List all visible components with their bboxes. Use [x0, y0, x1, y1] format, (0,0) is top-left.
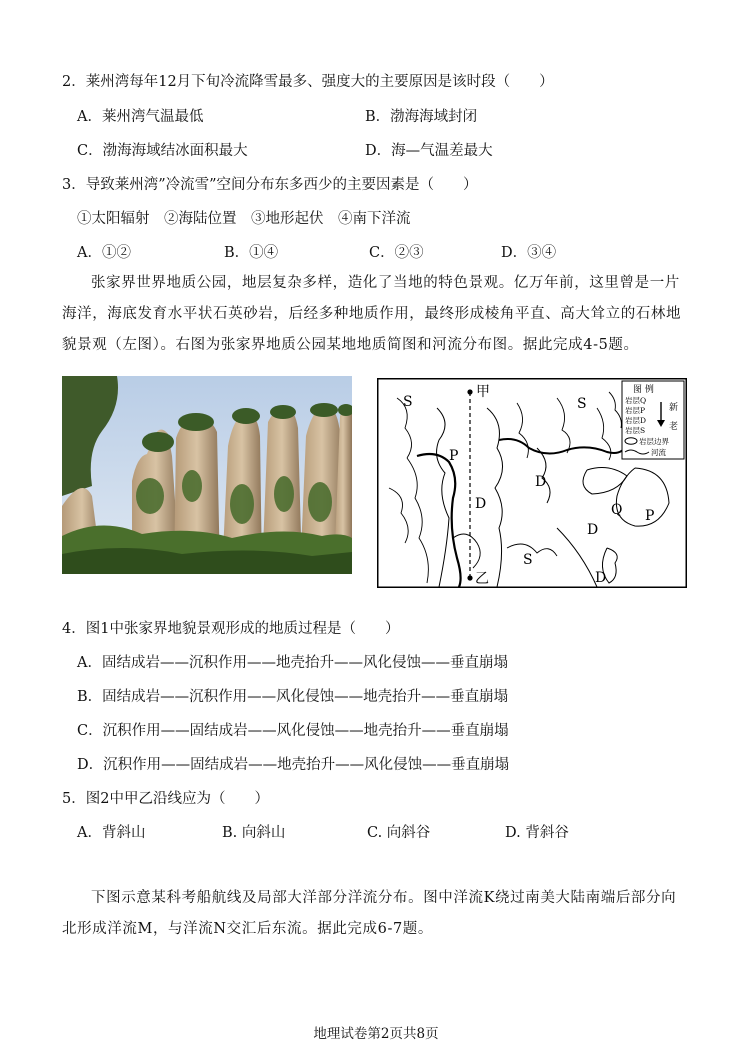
- legend-title: 图 例: [633, 385, 654, 395]
- point-yi-label: 乙: [475, 571, 489, 587]
- q3-options: [77, 241, 556, 262]
- q4-option-d: D．沉积作用——固结成岩——地壳抬升——风化侵蚀——垂直崩塌: [77, 757, 510, 773]
- q3-factors: ①太阳辐射 ②海陆位置 ③地形起伏 ④南下洋流: [77, 211, 411, 227]
- q2-option-b: B．渤海海域封闭: [365, 109, 478, 125]
- zhangjiajie-landscape-photo: [62, 376, 352, 574]
- q4-option-c: C．沉积作用——固结成岩——风化侵蚀——地壳抬升——垂直崩塌: [77, 723, 509, 739]
- legend-layer-q: 岩层Q: [625, 396, 647, 405]
- q3-stem: 3．导致莱州湾”冷流雪”空间分布东多西少的主要因素是（ ）: [62, 177, 478, 193]
- q2-stem: 2．莱州湾每年12月下旬冷流降雪最多、强度大的主要原因是该时段（ ）: [62, 74, 554, 90]
- point-yi-dot: [467, 575, 472, 580]
- q3-option-b: B．①④: [224, 245, 279, 261]
- layer-label: D: [595, 570, 607, 586]
- layer-label: D: [535, 474, 547, 490]
- q5-stem: 5．图2中甲乙沿线应为（ ）: [62, 791, 269, 807]
- map-legend: [622, 381, 684, 459]
- q4-option-b: B．固结成岩——沉积作用——风化侵蚀——地壳抬升——垂直崩塌: [77, 689, 509, 705]
- layer-label: S: [403, 394, 413, 410]
- q5-option-b: B. 向斜山: [222, 825, 286, 841]
- passage2-line: 下图示意某科考船航线及局部大洋部分洋流分布。图中洋流K绕过南美大陆南端后部分向: [91, 890, 677, 906]
- q4-stem: 4．图1中张家界地貌景观形成的地质过程是（ ）: [62, 621, 400, 637]
- passage1-line: 张家界世界地质公园，地层复杂多样，造化了当地的特色景观。亿万年前，这里曾是一片: [91, 275, 680, 291]
- q2-option-a: A．莱州湾气温最低: [77, 109, 204, 125]
- q3-option-d: D．③④: [501, 245, 557, 261]
- layer-label: D: [475, 496, 487, 512]
- passage2-line: 北形成洋流M，与洋流N交汇后东流。据此完成6-7题。: [62, 921, 433, 937]
- legend-boundary: 岩层边界: [639, 437, 669, 446]
- layer-label: P: [449, 448, 459, 464]
- passage1-line: 海洋，海底发育水平状石英砂岩，后经多种地质作用，最终形成棱角平直、高大耸立的石林地: [62, 306, 682, 322]
- passage-ocean-currents: [62, 883, 692, 945]
- legend-river: 河流: [651, 448, 666, 457]
- legend-layer-d: 岩层D: [625, 416, 647, 425]
- q5-option-a: A．背斜山: [77, 825, 146, 841]
- passage-zhangjiajie: [62, 268, 692, 361]
- legend-new: 新: [669, 403, 679, 413]
- q3-option-c: C．②③: [369, 245, 424, 261]
- q4-option-a: A．固结成岩——沉积作用——地壳抬升——风化侵蚀——垂直崩塌: [77, 655, 508, 671]
- layer-label: D: [587, 522, 599, 538]
- q2-option-c: C．渤海海域结冰面积最大: [77, 143, 248, 159]
- page-footer: 地理试卷第2页共8页: [313, 1026, 439, 1042]
- point-jia-dot: [467, 389, 472, 394]
- q3-option-a: A．①②: [77, 245, 131, 261]
- q2-option-d: D．海—气温差最大: [365, 143, 493, 159]
- passage1-line: 貌景观（左图）。右图为张家界地质公园某地地质简图和河流分布图。据此完成4-5题。: [62, 337, 639, 353]
- legend-old: 老: [669, 422, 679, 432]
- layer-label: S: [577, 396, 587, 412]
- layer-label: S: [523, 552, 533, 568]
- layer-label: P: [645, 508, 655, 524]
- layer-label: Q: [611, 502, 623, 518]
- q5-options: [77, 821, 569, 842]
- q5-option-d: D. 背斜谷: [505, 825, 569, 841]
- geological-map: [377, 378, 687, 588]
- q5-option-c: C. 向斜谷: [367, 825, 431, 841]
- legend-layer-s: 岩层S: [625, 426, 646, 435]
- legend-layer-p: 岩层P: [625, 406, 646, 415]
- point-jia-label: 甲: [476, 384, 490, 400]
